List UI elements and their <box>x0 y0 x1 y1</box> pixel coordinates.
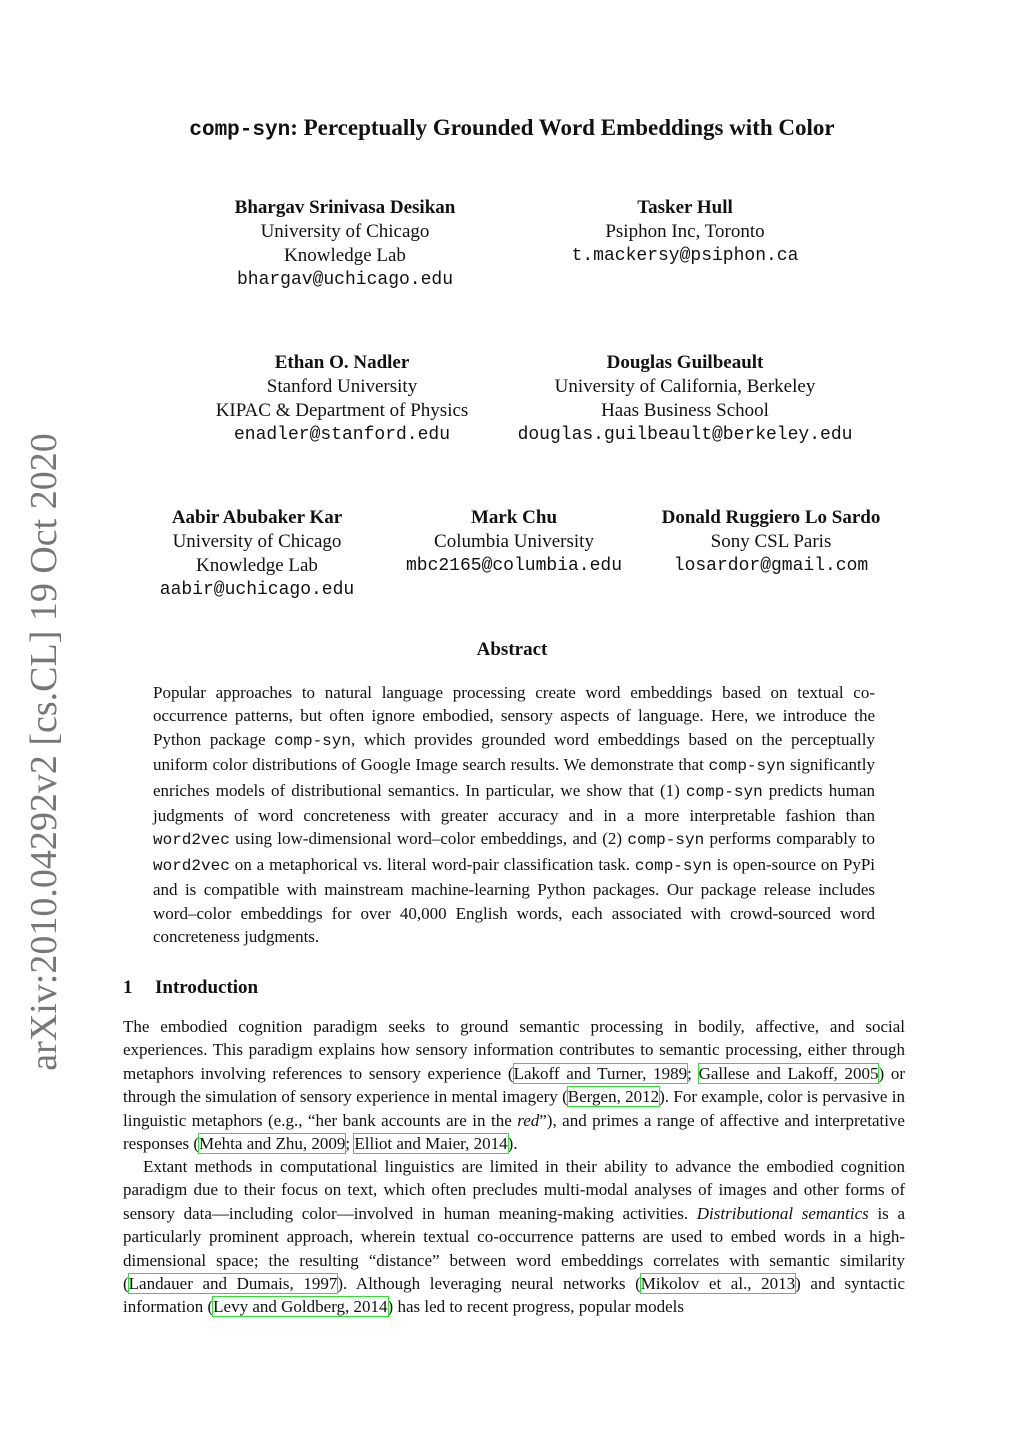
author-block <box>495 196 875 268</box>
body-paragraph: The embodied cognition paradigm seeks to ground semantic processing in bodily, affective, and social experiences. This paradigm explains how sensory information contributes to semantic processing, either through metaphors involving references to sensory experience (Lakoff and Turner, 1989; Gallese and Lakoff, 2005) or through the simulation of sensory experience in mental imagery (Bergen, 2012). For example, color is pervasive in linguistic metaphors (e.g., “her bank accounts are in the red”), and primes a range of affective and interpretative responses (Mehta and Zhu, 2009; Elliot and Maier, 2014). <box>123 1017 905 1154</box>
arxiv-identifier: arXiv:2010.04292v2 [cs.CL] 19 Oct 2020 <box>23 433 65 1071</box>
citation-link[interactable]: Gallese and Lakoff, 2005 <box>698 1063 879 1083</box>
emphasis: red <box>517 1110 540 1130</box>
code-text: word2vec <box>153 831 230 850</box>
author-affiliation: Sony CSL Paris <box>710 531 832 552</box>
author-email[interactable]: enadler@stanford.edu <box>233 425 451 445</box>
author-block <box>155 196 535 292</box>
author-email[interactable]: mbc2165@columbia.edu <box>405 556 623 576</box>
author-affiliation: Knowledge Lab <box>284 245 406 266</box>
code-text: comp-syn <box>708 757 786 776</box>
citation-link[interactable]: Elliot and Maier, 2014 <box>354 1134 508 1154</box>
title-text: : Perceptually Grounded Word Embeddings with Color <box>290 115 835 140</box>
author-block <box>581 506 961 578</box>
author-affiliation: Stanford University <box>266 376 418 397</box>
code-text: comp-syn <box>274 731 351 750</box>
citation-link[interactable]: Lakoff and Turner, 1989 <box>513 1063 688 1083</box>
author-email[interactable]: t.mackersy@psiphon.ca <box>571 246 799 266</box>
author-name: Douglas Guilbeault <box>606 352 764 373</box>
author-affiliation: University of California, Berkeley <box>554 376 816 397</box>
emphasis: Distributional semantics <box>696 1203 869 1223</box>
author-name: Tasker Hull <box>637 197 733 218</box>
author-affiliation: Columbia University <box>434 531 594 552</box>
code-text: word2vec <box>153 856 230 875</box>
author-affiliation: Psiphon Inc, Toronto <box>605 221 765 242</box>
author-affiliation: Knowledge Lab <box>196 555 318 576</box>
author-email[interactable]: losardor@gmail.com <box>673 556 869 576</box>
author-name: Aabir Abubaker Kar <box>171 507 343 528</box>
citation-link[interactable]: Mehta and Zhu, 2009 <box>199 1134 346 1154</box>
author-affiliation: University of Chicago <box>172 531 342 552</box>
author-block <box>152 351 532 447</box>
abstract-heading: Abstract <box>476 639 548 660</box>
citation-link[interactable]: Levy and Goldberg, 2014 <box>213 1297 388 1317</box>
citation-link[interactable]: Mikolov et al., 2013 <box>640 1274 796 1294</box>
author-affiliation: KIPAC & Department of Physics <box>215 400 469 421</box>
author-email[interactable]: bhargav@uchicago.edu <box>236 270 454 290</box>
title-code: comp-syn <box>189 119 291 142</box>
author-block <box>495 351 875 447</box>
author-name: Bhargav Srinivasa Desikan <box>234 197 456 218</box>
section-heading <box>123 977 258 999</box>
author-affiliation: Haas Business School <box>601 400 769 421</box>
section-title: Introduction <box>155 977 259 998</box>
author-name: Mark Chu <box>470 507 558 528</box>
citation-link[interactable]: Bergen, 2012 <box>567 1087 660 1107</box>
abstract-body: Popular approaches to natural language processing create word embeddings based on textual co-occurrence patterns, but often ignore embodied, sensory aspects of language. Here, we introduce the Python package comp-syn, which provides grounded word embeddings based on the perceptually uniform color distributions of Google Image search results. We demonstrate that comp-syn significantly enriches models of distributional semantics. In particular, we show that (1) comp-syn predicts human judgments of word concreteness with greater accuracy and in a more interpretable fashion than word2vec using low-dimensional word–color embeddings, and (2) comp-syn performs comparably to word2vec on a metaphorical vs. literal word-pair classification task. comp-syn is open-source on PyPi and is compatible with mainstream machine-learning Python packages. Our package release includes word–color embeddings for over 40,000 English words, each associated with crowd-sourced word concreteness judgments. <box>153 683 876 947</box>
author-name: Ethan O. Nadler <box>274 352 410 373</box>
author-email[interactable]: aabir@uchicago.edu <box>159 580 355 600</box>
paper-title <box>0 115 1024 142</box>
code-text: comp-syn <box>627 831 705 850</box>
author-affiliation: University of Chicago <box>260 221 430 242</box>
body-paragraph: Extant methods in computational linguistics are limited in their ability to advance the embodied cognition paradigm due to their focus on text, which often precludes multi-modal analyses of images and other forms of sensory data—including color—involved in human meaning-making activities. Distributional semantics is a particularly prominent approach, wherein textual co-occurrence patterns are used to embed words in a high-dimensional space; the resulting “distance” between word embeddings correlates with semantic similarity (Landauer and Dumais, 1997). Although leveraging neural networks (Mikolov et al., 2013) and syntactic information (Levy and Goldberg, 2014) has led to recent progress, popular models <box>123 1157 905 1317</box>
section-number: 1 <box>123 977 133 998</box>
author-name: Donald Ruggiero Lo Sardo <box>661 507 881 528</box>
citation-link[interactable]: Landauer and Dumais, 1997 <box>128 1274 338 1294</box>
code-text: comp-syn <box>634 856 712 875</box>
code-text: comp-syn <box>685 782 763 801</box>
author-email[interactable]: douglas.guilbeault@berkeley.edu <box>517 425 853 445</box>
